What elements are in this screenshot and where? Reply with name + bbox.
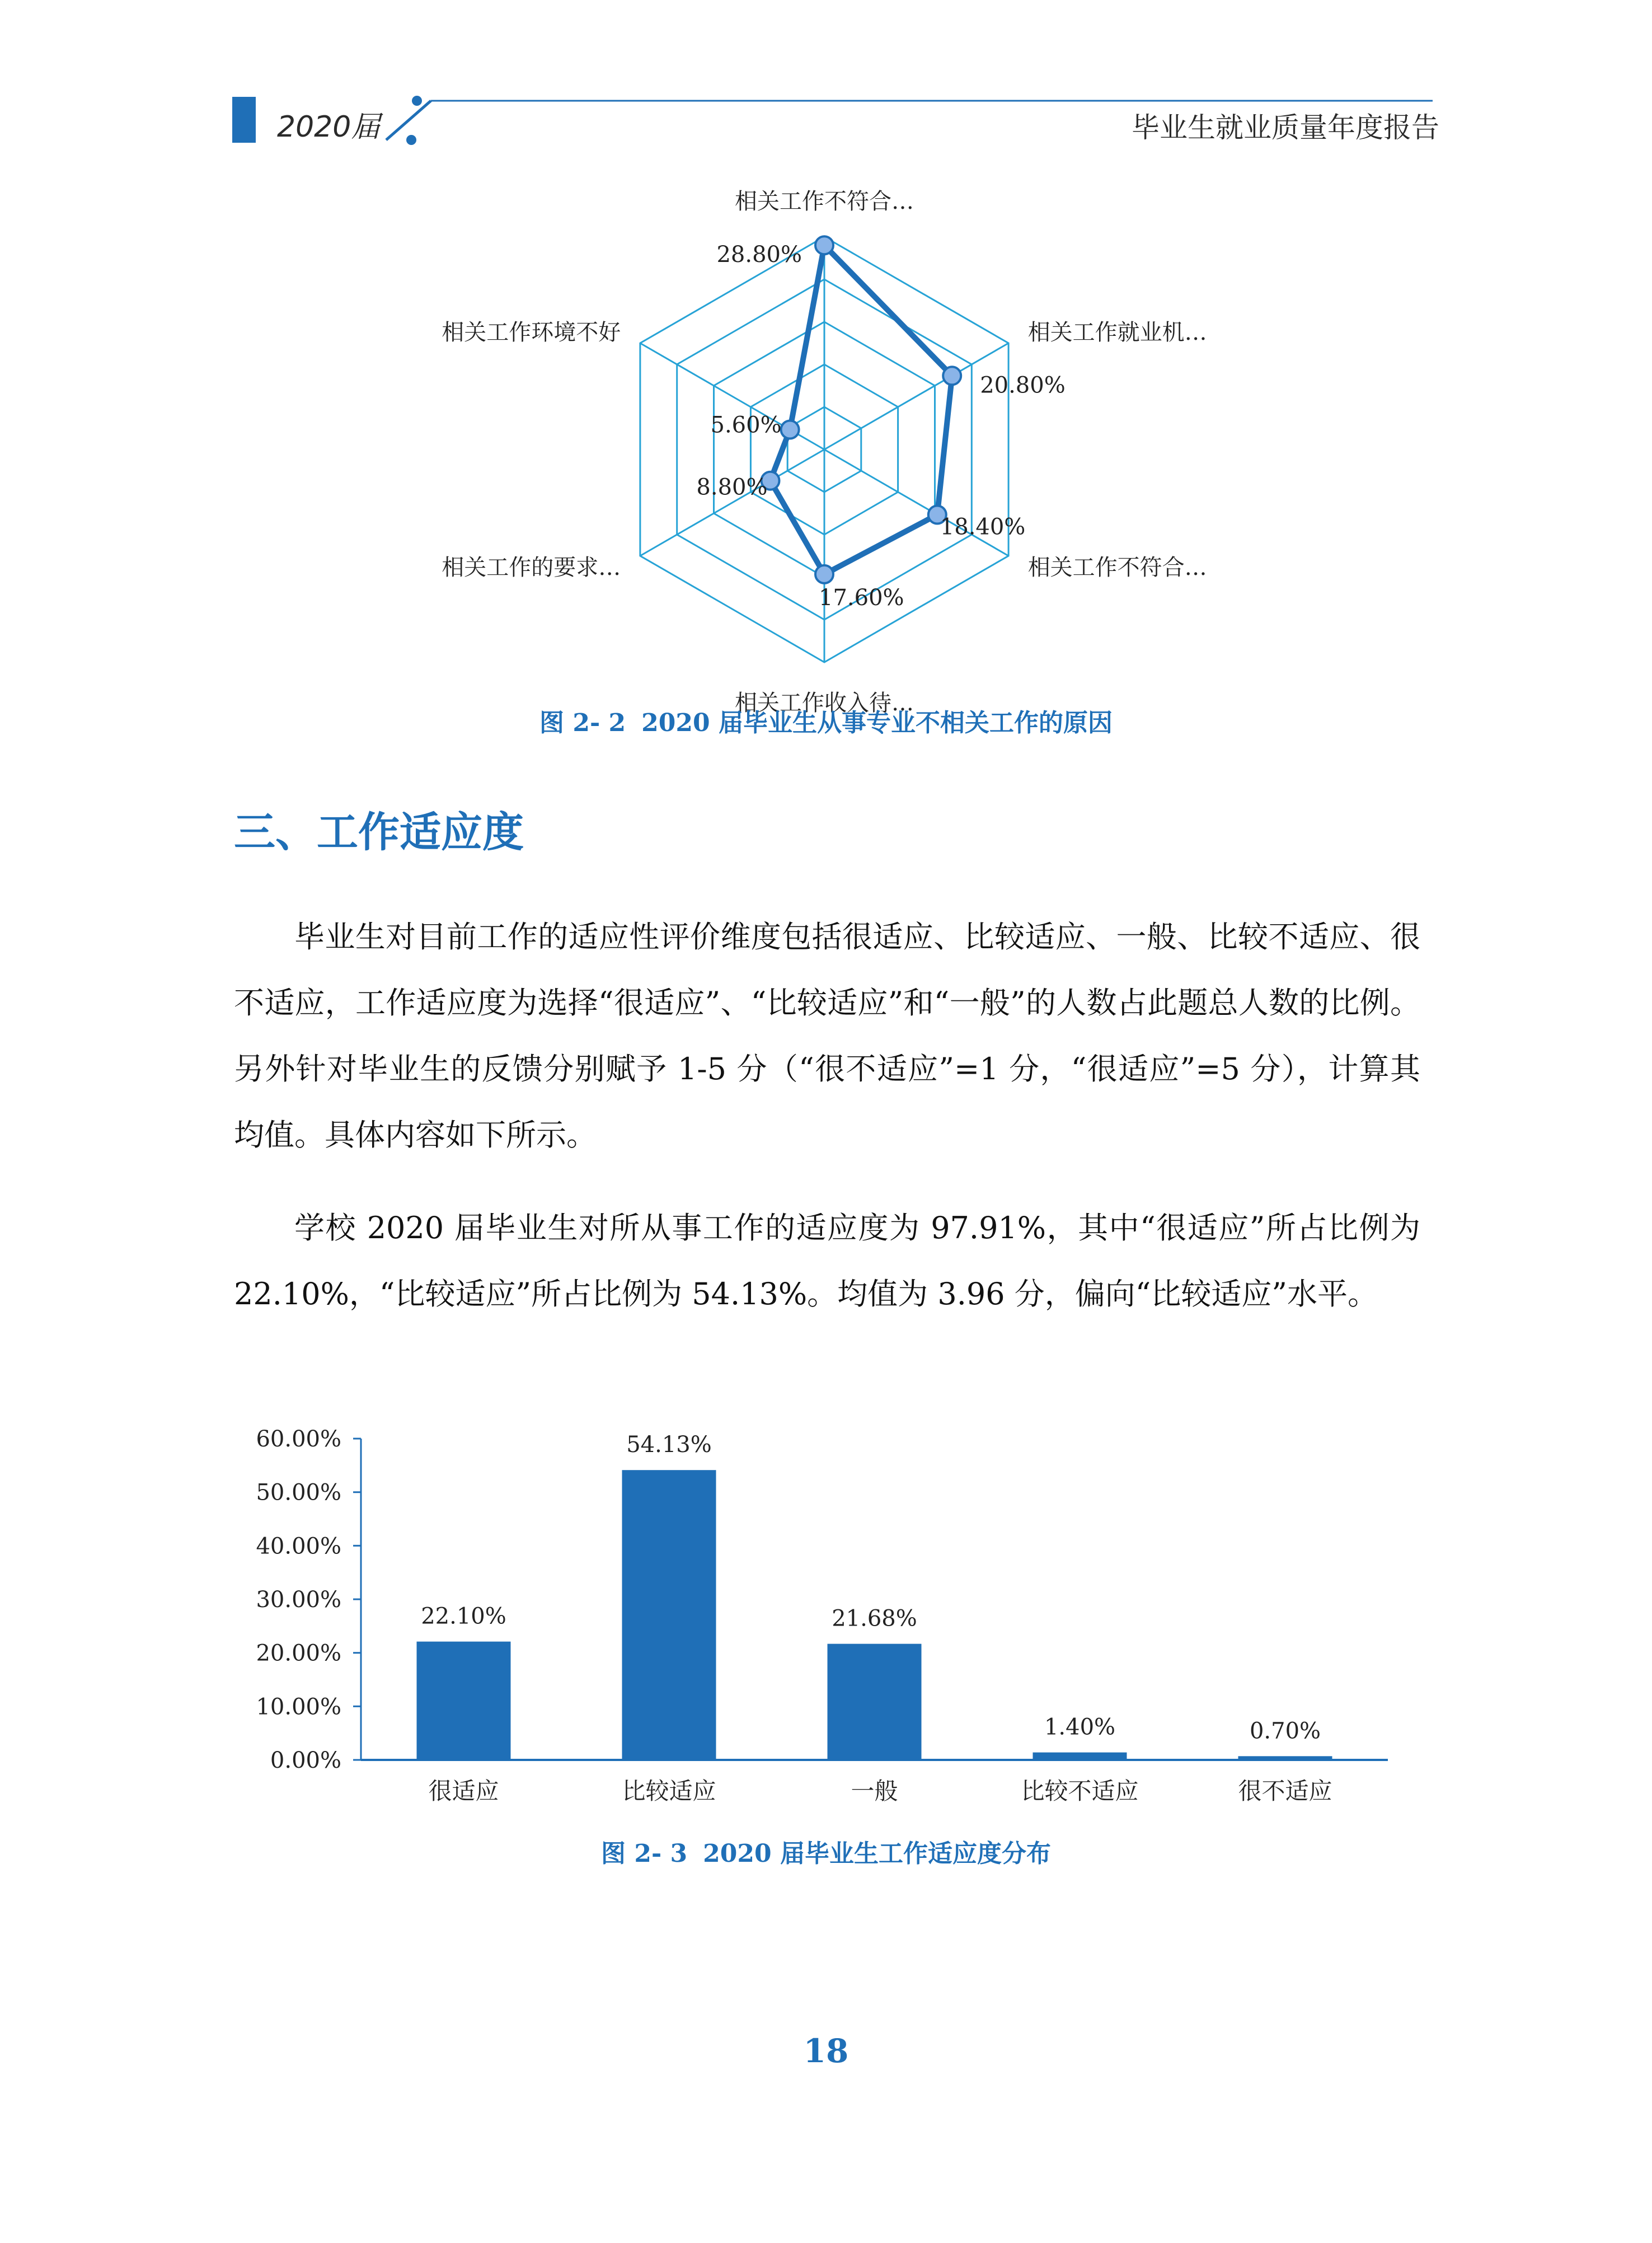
x-category-label: 一般 (851, 1777, 898, 1805)
y-tick-label: 20.00% (256, 1640, 341, 1666)
caption-number: 图 2- 2 (539, 709, 626, 737)
paragraph-1-text: 毕业生对目前工作的适应性评价维度包括很适应、比较适应、一般、比较不适应、很不适应，工作适应度为选择“很适应”、“比较适应”和“一般”的人数占此题总人数的比例。另外针对毕业生的反馈分别赋予 1-5 分（“很不适应”=1 分，“很适应”=5 分），计算其均值。具体内容如下所示。 (234, 919, 1420, 1153)
radar-category-label: 相关工作环境不好 (442, 320, 621, 345)
radar-category-label: 相关工作的要求… (442, 555, 621, 580)
caption-number: 图 2- 3 (601, 1839, 688, 1868)
bar (1238, 1756, 1332, 1760)
radar-value-label: 5.60% (710, 412, 782, 438)
paragraph-1 (234, 904, 1420, 1168)
page-number: 18 (803, 2032, 849, 2070)
bar-value-label: 0.70% (1249, 1718, 1321, 1744)
radar-chart (0, 189, 1652, 716)
bar-chart (0, 1416, 1652, 1819)
bar (1033, 1753, 1127, 1760)
radar-point (781, 421, 799, 439)
radar-value-label: 8.80% (696, 474, 768, 500)
bar (828, 1644, 922, 1760)
radar-value-label: 18.40% (940, 514, 1026, 540)
figure-2-2-caption (0, 703, 1652, 738)
radar-value-label: 17.60% (819, 584, 904, 611)
bar-value-label: 54.13% (626, 1432, 712, 1458)
y-tick-label: 40.00% (256, 1533, 341, 1560)
radar-point (943, 367, 961, 385)
radar-point (815, 565, 833, 583)
radar-category-label: 相关工作不符合… (735, 189, 914, 214)
radar-point (815, 236, 833, 254)
header-year: 2020届 (277, 110, 381, 144)
bar (417, 1642, 511, 1760)
caption-text: 2020 届毕业生工作适应度分布 (703, 1839, 1051, 1868)
figure-2-3-caption (0, 1833, 1652, 1869)
bar-value-label: 22.10% (421, 1603, 506, 1629)
x-category-label: 很不适应 (1238, 1777, 1332, 1805)
bar-value-label: 1.40% (1044, 1714, 1116, 1740)
y-tick-label: 30.00% (256, 1587, 341, 1613)
x-category-label: 比较不适应 (1021, 1777, 1139, 1805)
paragraph-2 (234, 1195, 1420, 1327)
paragraph-2-text: 学校 2020 届毕业生对所从事工作的适应度为 97.91%，其中“很适应”所占比例为 22.10%，“比较适应”所占比例为 54.13%。均值为 3.96 分，偏向“比较适应”水平。 (234, 1210, 1420, 1312)
radar-category-label: 相关工作不符合… (1027, 555, 1207, 580)
x-category-label: 比较适应 (622, 1777, 716, 1805)
header-title: 毕业生就业质量年度报告 (1132, 111, 1439, 144)
radar-spoke (824, 449, 1008, 556)
radar-value-label: 20.80% (980, 372, 1066, 399)
section-heading: 三、工作适应度 (234, 808, 524, 856)
radar-spoke (640, 449, 824, 556)
x-category-label: 很适应 (428, 1777, 499, 1805)
y-tick-label: 10.00% (256, 1694, 341, 1720)
radar-category-label: 相关工作就业机… (1027, 320, 1207, 345)
caption-text: 2020 届毕业生从事专业不相关工作的原因 (641, 709, 1113, 737)
y-tick-label: 60.00% (256, 1426, 341, 1452)
radar-value-label: 28.80% (716, 242, 802, 268)
bar-value-label: 21.68% (832, 1605, 917, 1632)
y-tick-label: 0.00% (270, 1748, 341, 1773)
bar (622, 1470, 716, 1760)
radar-category-label: 相关工作收入待… (735, 690, 914, 716)
y-tick-label: 50.00% (256, 1479, 341, 1506)
